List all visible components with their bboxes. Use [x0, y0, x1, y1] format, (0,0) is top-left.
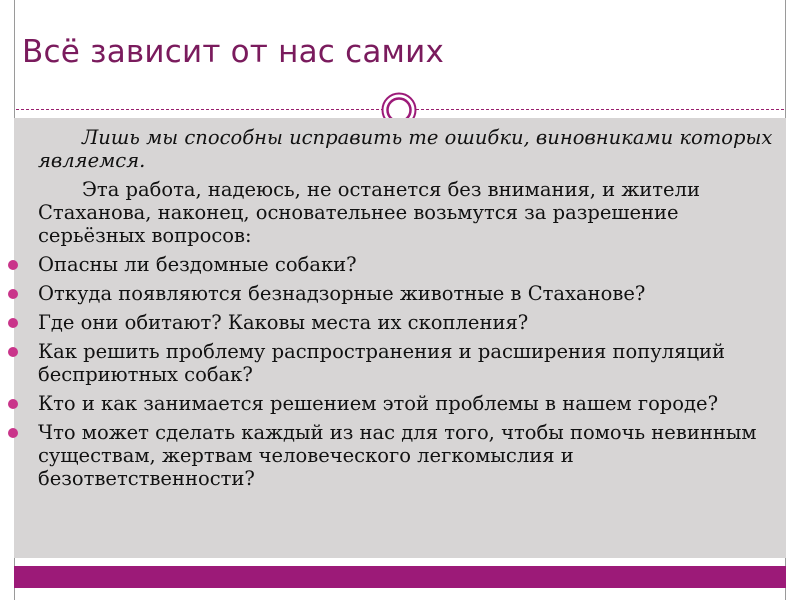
list-item-text: Что может сделать каждый из нас для того, чтобы помочь невинным существам, жертвам человеческого легкомыслия и безответственности?	[38, 421, 757, 490]
list-item	[38, 392, 778, 415]
content-panel	[14, 118, 786, 558]
list-item-text: Как решить проблему распространения и расширения популяций бесприютных собак?	[38, 340, 725, 386]
bullet-dot-icon	[8, 399, 18, 409]
list-item-text: Откуда появляются безнадзорные животные в Стаханове?	[38, 282, 646, 305]
slide-title: Всё зависит от нас самих	[22, 34, 444, 70]
bullet-dot-icon	[8, 428, 18, 438]
frame-line-right	[785, 0, 786, 118]
bullet-dot-icon	[8, 318, 18, 328]
list-item-text: Опасны ли бездомные собаки?	[38, 253, 357, 276]
list-item	[38, 311, 778, 334]
bullet-dot-icon	[8, 260, 18, 270]
list-item-text: Кто и как занимается решением этой проблемы в нашем городе?	[38, 392, 719, 415]
footer-bar	[14, 566, 786, 588]
list-item	[38, 282, 778, 305]
intro-paragraph: Эта работа, надеюсь, не останется без внимания, и жители Стаханова, наконец, основательнее возьмутся за разрешение серьёзных вопросов:	[38, 178, 700, 247]
list-item-text: Где они обитают? Каковы места их скопления?	[38, 311, 529, 334]
content-text	[38, 126, 778, 496]
intro-paragraph: Лишь мы способны исправить те ошибки, виновниками которых являемся.	[38, 126, 773, 172]
question-list	[38, 253, 778, 490]
bullet-dot-icon	[8, 347, 18, 357]
list-item	[38, 421, 778, 490]
bullet-dot-icon	[8, 289, 18, 299]
list-item	[38, 253, 778, 276]
list-item	[38, 340, 778, 386]
frame-line-left	[14, 0, 15, 118]
